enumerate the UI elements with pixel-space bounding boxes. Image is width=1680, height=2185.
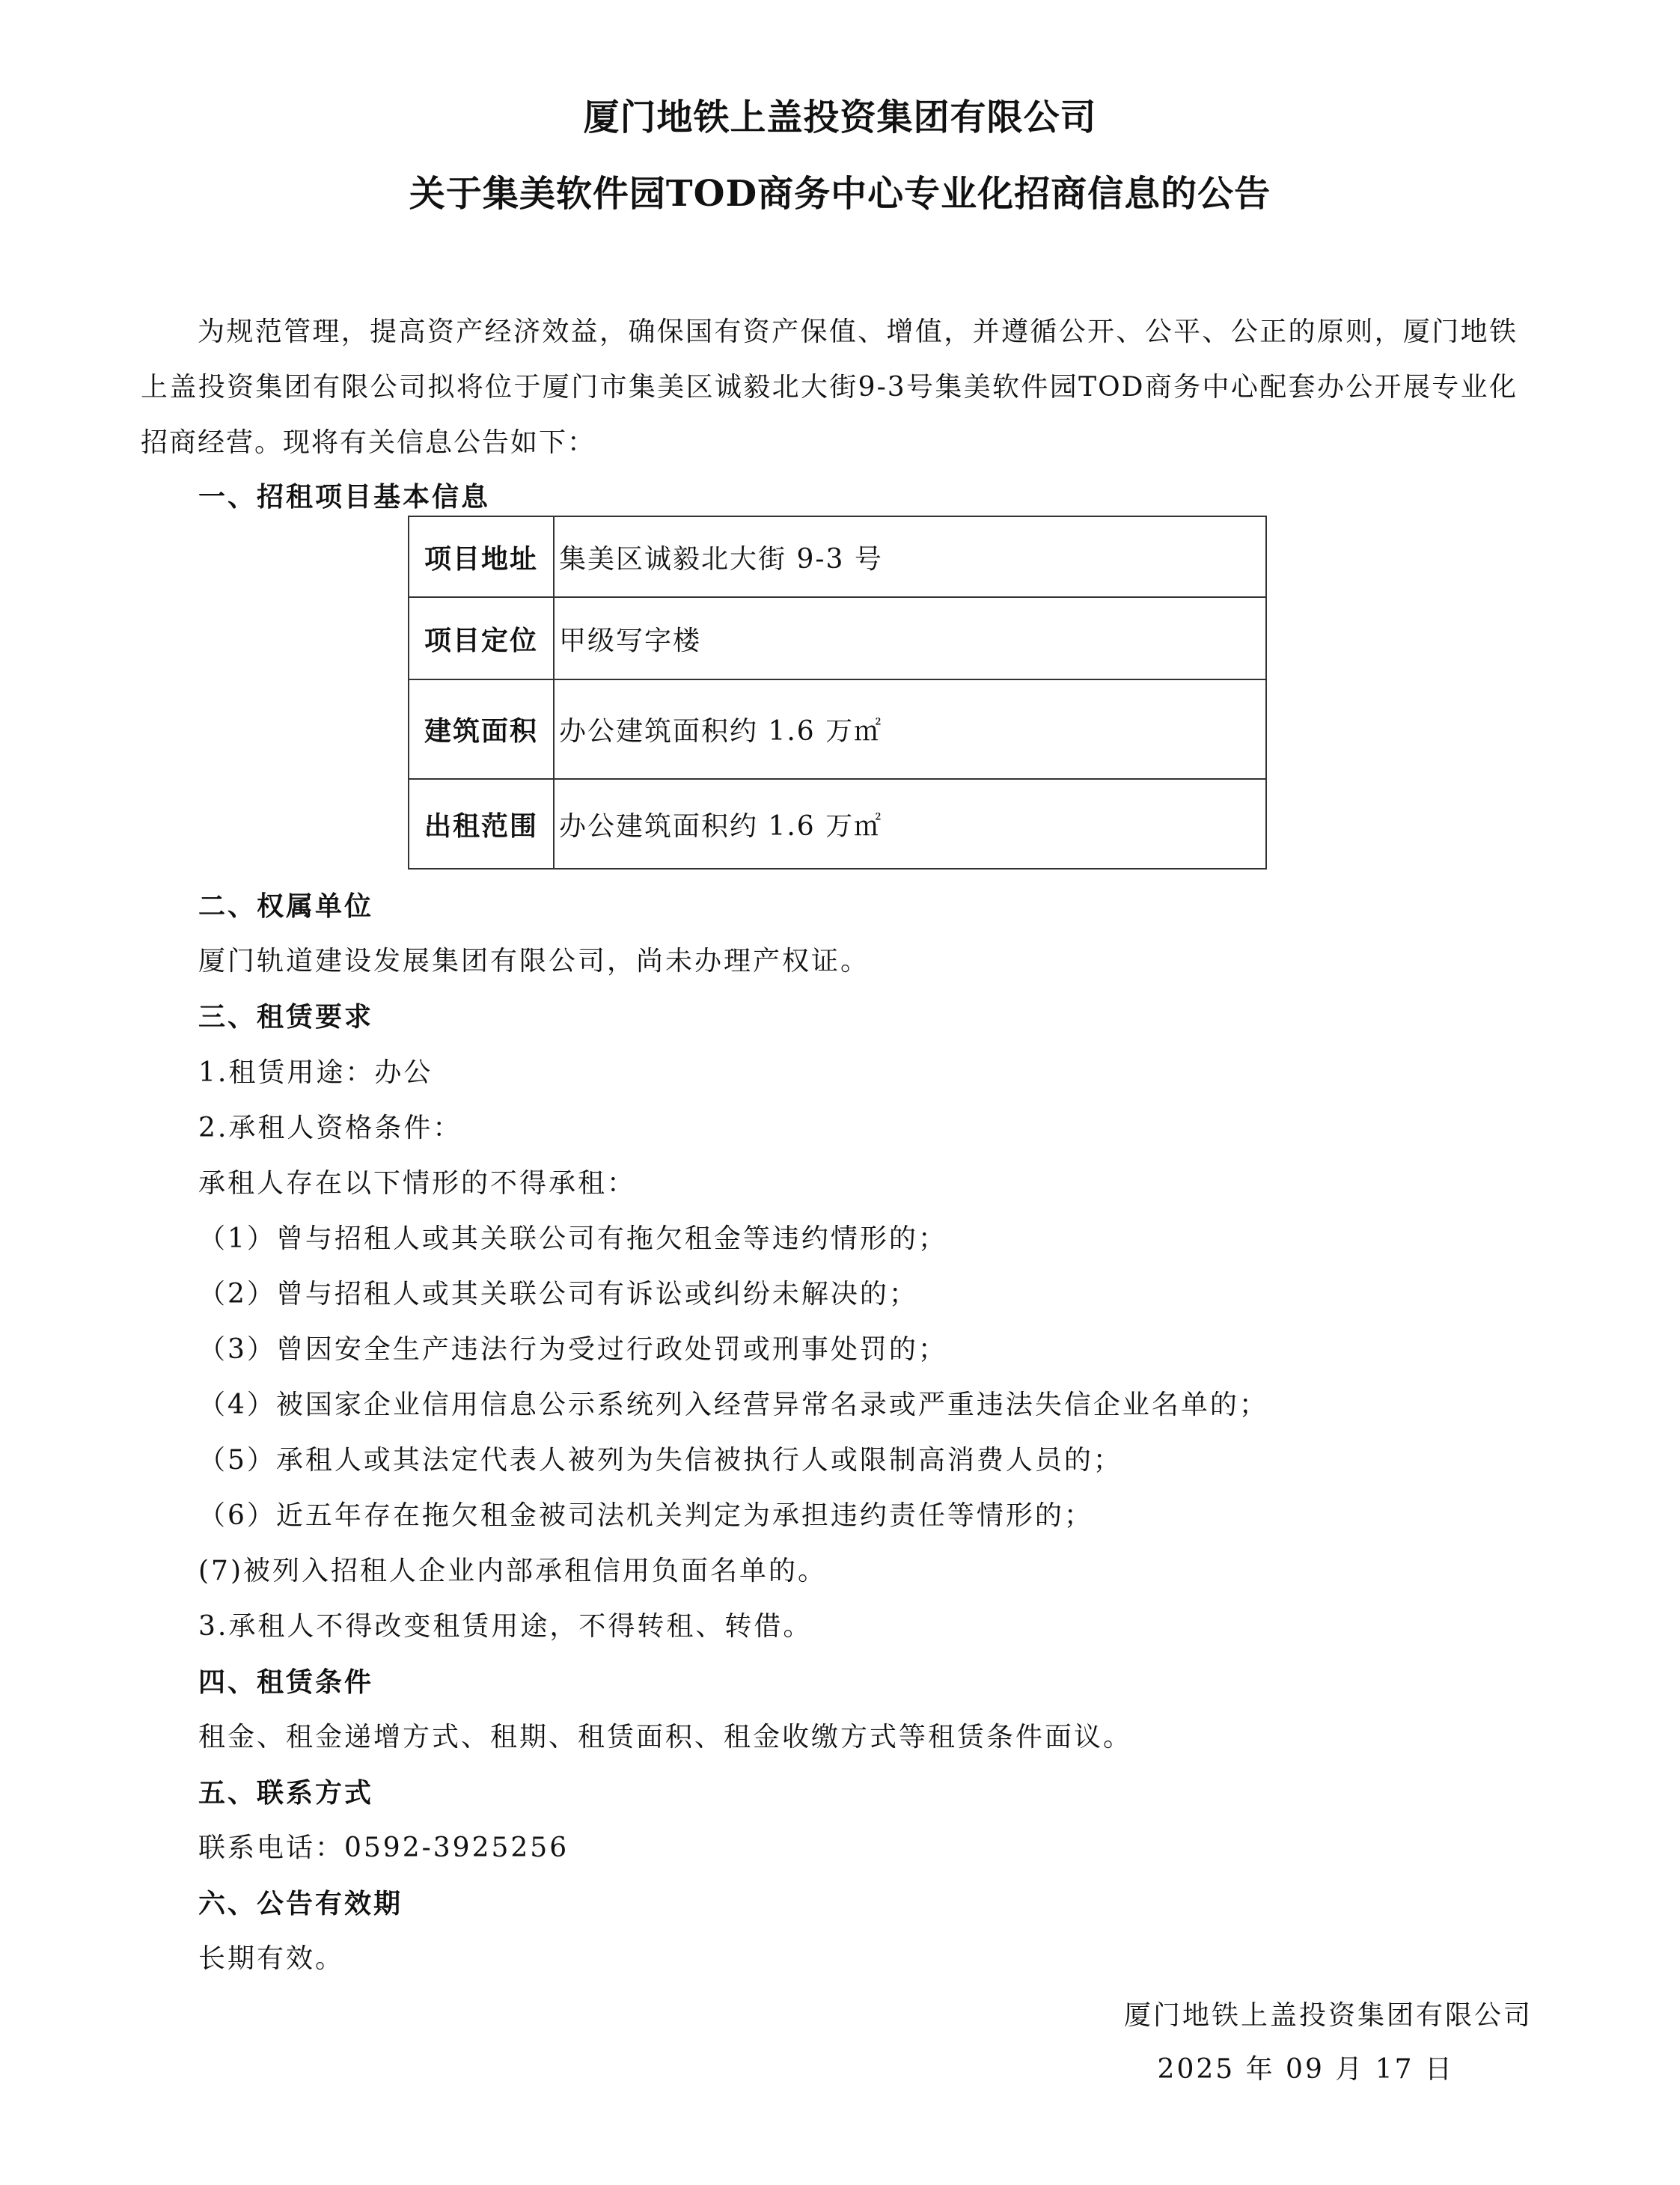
section2-text: 厦门轨道建设发展集团有限公司，尚未办理产权证。 <box>198 946 870 977</box>
section6-heading: 六、公告有效期 <box>198 1888 403 1919</box>
project-info-table <box>408 516 1267 870</box>
condition-item: (7)被列入招租人企业内部承租信用负面名单的。 <box>198 1556 827 1586</box>
condition-item: （2）曾与招租人或其关联公司有诉讼或纠纷未解决的； <box>198 1279 918 1310</box>
table-label: 建筑面积 <box>409 679 554 779</box>
table-row <box>409 779 1266 869</box>
table-label: 项目地址 <box>409 516 554 597</box>
section4-text: 租金、租金递增方式、租期、租赁面积、租金收缴方式等租赁条件面议。 <box>198 1722 1133 1752</box>
section3-item1: 1.租赁用途：办公 <box>198 1057 433 1088</box>
section1-heading: 一、招租项目基本信息 <box>198 481 491 513</box>
section5-heading: 五、联系方式 <box>198 1777 374 1809</box>
signature-org: 厦门地铁上盖投资集团有限公司 <box>1123 2000 1533 2031</box>
condition-item: （5）承租人或其法定代表人被列为失信被执行人或限制高消费人员的； <box>198 1445 1122 1476</box>
signature-date: 2025 年 09 月 17 日 <box>1157 2054 1454 2085</box>
contact-phone: 联系电话：0592-3925256 <box>198 1833 569 1863</box>
condition-item: （1）曾与招租人或其关联公司有拖欠租金等违约情形的； <box>198 1223 947 1254</box>
announcement-title-line2: 关于集美软件园TOD商务中心专业化招商信息的公告 <box>409 173 1271 215</box>
condition-item: （6）近五年存在拖欠租金被司法机关判定为承担违约责任等情形的； <box>198 1500 1093 1531</box>
condition-item: （4）被国家企业信用信息公示系统列入经营异常名录或严重违法失信企业名单的； <box>198 1390 1268 1420</box>
table-label: 项目定位 <box>409 597 554 679</box>
table-row <box>409 516 1266 597</box>
announcement-title-line1: 厦门地铁上盖投资集团有限公司 <box>583 97 1097 138</box>
section4-heading: 四、租赁条件 <box>198 1666 374 1698</box>
table-label: 出租范围 <box>409 779 554 869</box>
table-value: 办公建筑面积约 1.6 万㎡ <box>554 779 1266 869</box>
table-row <box>409 597 1266 679</box>
section3-item3: 3.承租人不得改变租赁用途，不得转租、转借。 <box>198 1611 813 1642</box>
table-value: 集美区诚毅北大街 9-3 号 <box>554 516 1266 597</box>
section3-heading: 三、租赁要求 <box>198 1001 374 1033</box>
section2-heading: 二、权属单位 <box>198 890 374 922</box>
section3-item2: 2.承租人资格条件： <box>198 1113 462 1143</box>
intro-paragraph: 为规范管理，提高资产经济效益，确保国有资产保值、增值，并遵循公开、公平、公正的原则，厦门地铁上盖投资集团有限公司拟将位于厦门市集美区诚毅北大街9-3号集美软件园TOD商务中心配套办公开展专业化招商经营。现将有关信息公告如下： <box>141 317 1518 458</box>
condition-item: （3）曾因安全生产违法行为受过行政处罚或刑事处罚的； <box>198 1334 947 1365</box>
table-row <box>409 679 1266 779</box>
section3-condition-intro: 承租人存在以下情形的不得承租： <box>198 1168 637 1199</box>
table-value: 办公建筑面积约 1.6 万㎡ <box>554 679 1266 779</box>
table-value: 甲级写字楼 <box>554 597 1266 679</box>
section6-text: 长期有效。 <box>198 1943 345 1974</box>
